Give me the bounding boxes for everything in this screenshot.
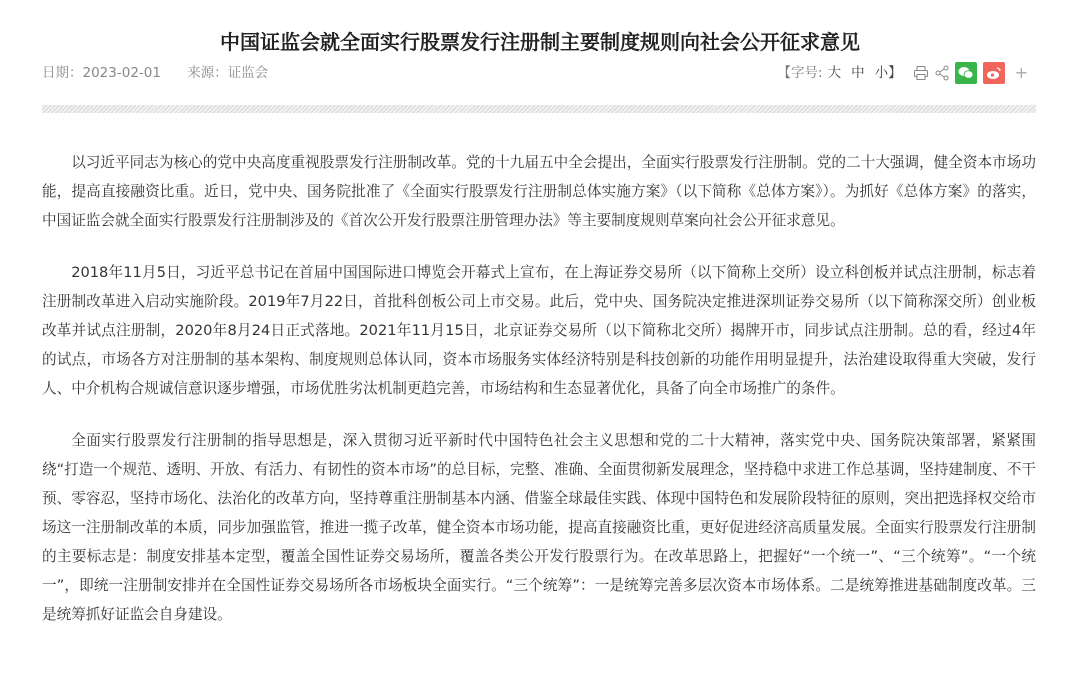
header-divider (42, 105, 1036, 113)
article-body (42, 148, 1036, 629)
article-source: 来源：证监会 (187, 65, 269, 81)
print-icon[interactable] (913, 65, 929, 81)
weibo-icon[interactable] (983, 62, 1005, 84)
font-size-small[interactable]: 小】 (874, 65, 902, 81)
paragraph: 全面实行股票发行注册制的指导思想是，深入贯彻习近平新时代中国特色社会主义思想和党的二十大精神，落实党中央、国务院决策部署，紧紧围绕“打造一个规范、透明、开放、有活力、有韧性的资本市场”的总目标，完整、准确、全面贯彻新发展理念，坚持稳中求进工作总基调，坚持建制度、不干预、零容忍，坚持市场化、法治化的改革方向，坚持尊重注册制基本内涵、借鉴全球最佳实践、体现中国特色和发展阶段特征的原则，突出把选择权交给市场这一注册制改革的本质，同步加强监管，推进一揽子改革，健全资本市场功能，提高直接融资比重，更好促进经济高质量发展。全面实行股票发行注册制的主要标志是：制度安排基本定型，覆盖全国性证券交易场所，覆盖各类公开发行股票行为。在改革思路上，把握好“一个统一”、“三个统筹”。“一个统一”，即统一注册制安排并在全国性证券交易场所各市场板块全面实行。“三个统筹”：一是统筹完善多层次资本市场体系。二是统筹推进基础制度改革。三是统筹抓好证监会自身建设。 (42, 432, 1036, 623)
font-size-medium[interactable]: 中 (851, 65, 865, 81)
wechat-icon[interactable] (955, 62, 977, 84)
font-size-label: 【字号: (777, 65, 823, 81)
publish-date: 日期：2023-02-01 (42, 65, 161, 81)
paragraph: 2018年11月5日，习近平总书记在首届中国国际进口博览会开幕式上宣布，在上海证券交易所（以下简称上交所）设立科创板并试点注册制，标志着注册制改革进入启动实施阶段。2019年7月22日，首批科创板公司上市交易。此后，党中央、国务院决定推进深圳证券交易所（以下简称深交所）创业板改革并试点注册制，2020年8月24日正式落地。2021年11月15日，北京证券交易所（以下简称北交所）揭牌开市，同步试点注册制。总的看，经过4年的试点，市场各方对注册制的基本架构、制度规则总体认同，资本市场服务实体经济特别是科技创新的功能作用明显提升，法治建设取得重大突破，发行人、中介机构合规诚信意识逐步增强，市场优胜劣汰机制更趋完善，市场结构和生态显著优化，具备了向全市场推广的条件。 (42, 264, 1036, 397)
plus-icon[interactable]: + (1014, 63, 1028, 82)
article-meta-row (42, 60, 1038, 86)
share-icon[interactable] (935, 65, 949, 81)
article-title: 中国证监会就全面实行股票发行注册制主要制度规则向社会公开征求意见 (220, 30, 860, 54)
paragraph: 以习近平同志为核心的党中央高度重视股票发行注册制改革。党的十九届五中全会提出，全面实行股票发行注册制。党的二十大强调，健全资本市场功能，提高直接融资比重。近日，党中央、国务院批准了《全面实行股票发行注册制总体实施方案》（以下简称《总体方案》）。为抓好《总体方案》的落实，中国证监会就全面实行股票发行注册制涉及的《首次公开发行股票注册管理办法》等主要制度规则草案向社会公开征求意见。 (42, 154, 1036, 229)
article-toolbar (778, 62, 1028, 84)
font-size-large[interactable]: 大 (827, 65, 842, 81)
article-meta (42, 63, 290, 83)
